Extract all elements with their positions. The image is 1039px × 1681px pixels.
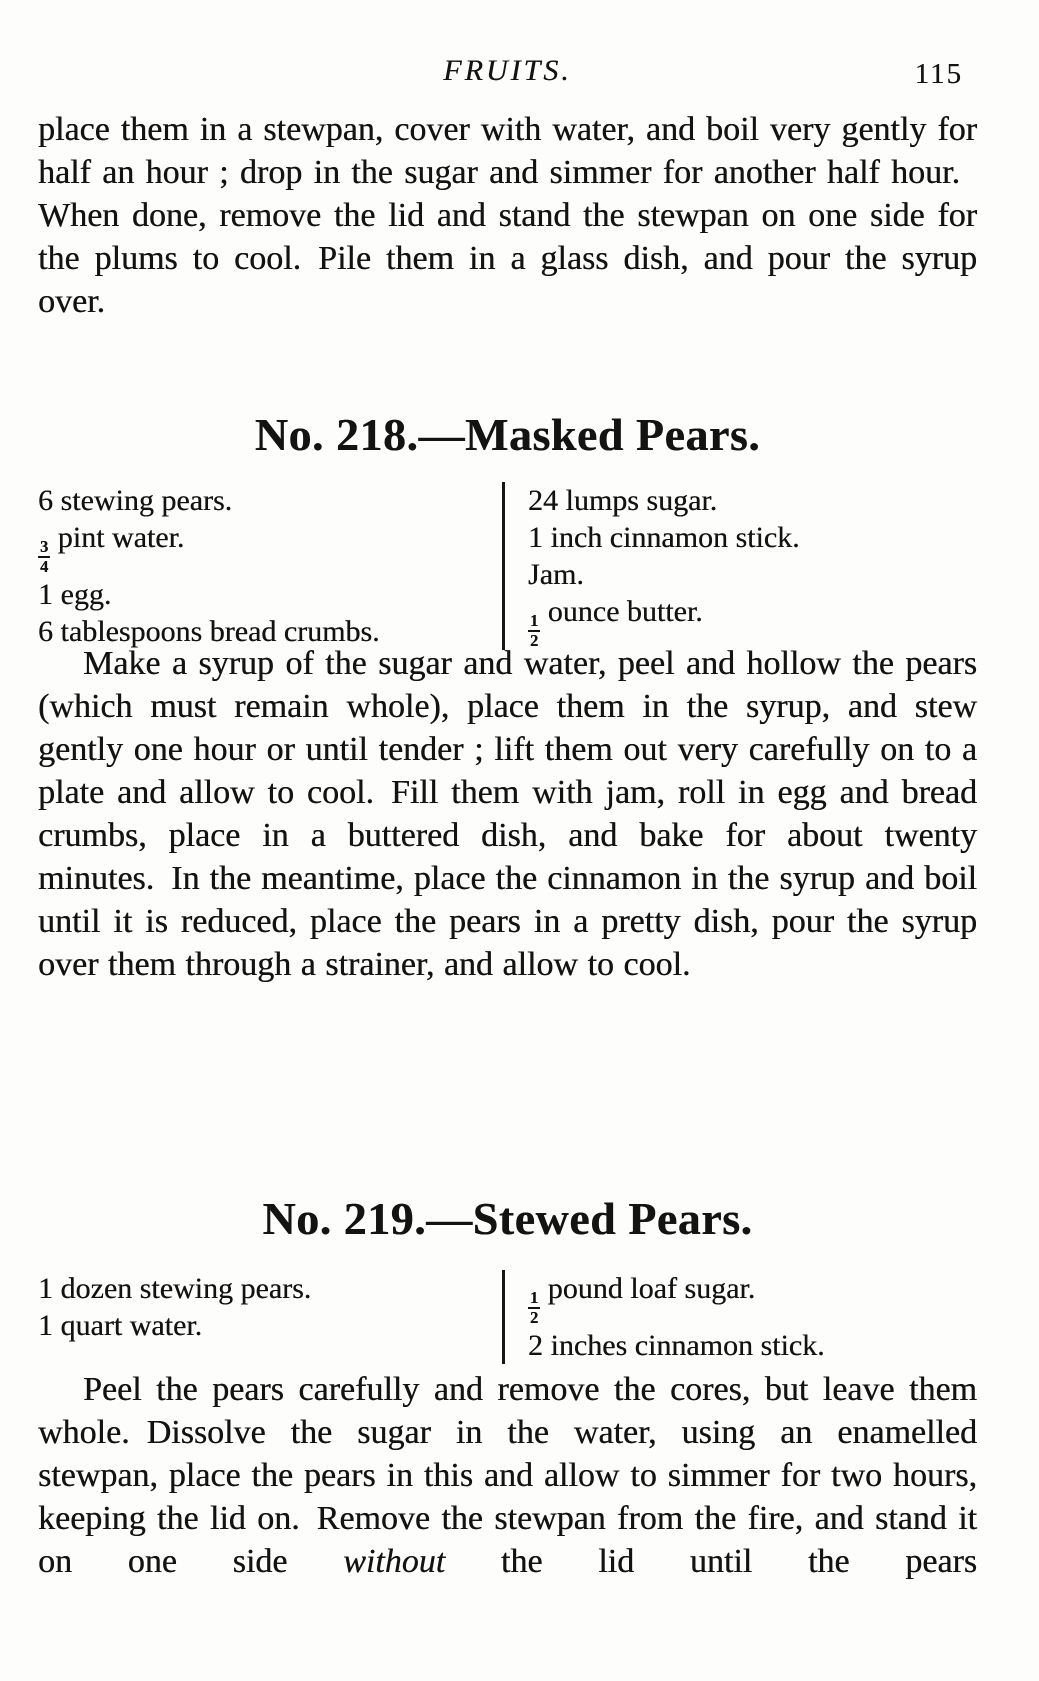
fraction: $\frac{3}{4}$ xyxy=(40,536,49,577)
recipe-218-heading: No. 218.—Masked Pears. xyxy=(254,409,761,460)
recipe-218-ingredients-left xyxy=(38,482,502,650)
ingredient-item: 1 dozen stewing pears. xyxy=(38,1272,312,1305)
ingredient-item: 1 egg. xyxy=(38,577,112,611)
ingredient-item: $\frac{3}{4}$ pint water. xyxy=(40,521,185,577)
ingredient-column-divider xyxy=(502,482,505,650)
fraction: $\frac{1}{2}$ xyxy=(530,1287,539,1328)
ingredient-item: 1 inch cinnamon stick. xyxy=(528,521,800,554)
ingredient-item: $\frac{1}{2}$ ounce butter. xyxy=(530,595,703,651)
ingredient-item: 6 tablespoons bread crumbs. xyxy=(38,614,380,648)
recipe-219-ingredients-left xyxy=(38,1270,502,1364)
page-number: 115 xyxy=(914,58,963,90)
ingredient-item: Jam. xyxy=(528,558,584,591)
ingredient-item: $\frac{1}{2}$ pound loaf sugar. xyxy=(530,1272,756,1328)
intro-paragraph: place them in a stewpan, cover with water, and boil very gently for half an hour ; drop in the sugar and simmer for another half hour. When done, remove the lid and stand the stewpan on one side for the plums to cool. Pile them in a glass dish, and pour the syrup over. xyxy=(38,111,977,320)
recipe-218-ingredients-right xyxy=(528,482,977,650)
running-head xyxy=(38,54,977,98)
ingredient-column-divider xyxy=(502,1270,505,1364)
recipe-218-body: Make a syrup of the sugar and water, peel and hollow the pears (which must remain whole), place them in the syrup, and stew gently one hour or until tender ; lift them out very carefully on to a plate and allow to cool. Fill them with jam, roll in egg and bread crumbs, place in a buttered dish, and bake for about twenty minutes. In the meantime, place the cinnamon in the syrup and boil until it is reduced, place the pears in a pretty dish, pour the syrup over them through a strainer, and allow to cool. xyxy=(38,645,977,983)
recipe-219-ingredients-right xyxy=(528,1270,977,1364)
ingredient-item: 6 stewing pears. xyxy=(38,484,233,517)
ingredient-item: 2 inches cinnamon stick. xyxy=(528,1328,825,1362)
ingredient-item: 1 quart water. xyxy=(38,1309,203,1342)
recipe-219-ingredients xyxy=(38,1270,977,1364)
fraction: $\frac{1}{2}$ xyxy=(530,610,539,651)
running-title: FRUITS. xyxy=(443,54,572,87)
italic-word: without xyxy=(343,1543,446,1580)
recipe-218-ingredients xyxy=(38,482,977,650)
recipe-219-heading: No. 219.—Stewed Pears. xyxy=(262,1193,753,1244)
ingredient-item: 24 lumps sugar. xyxy=(528,484,718,517)
recipe-219-body: Peel the pears carefully and remove the cores, but leave them whole. Dissolve the sugar in the water, using an enamelled stewpan, place the pears in this and allow to simmer for two hours, keeping the lid on. Remove the stewpan from the fire, and stand it on one side without the lid until the pears xyxy=(38,1371,978,1580)
